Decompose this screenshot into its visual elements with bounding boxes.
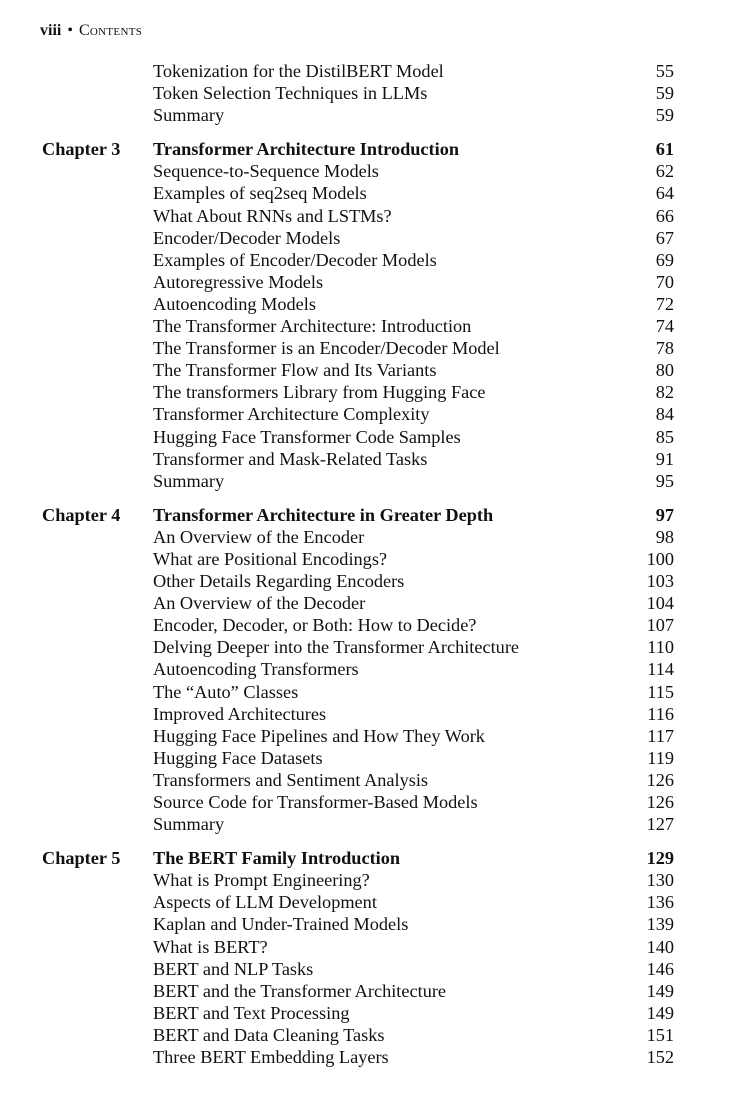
toc-entry-page-number: 119 (647, 747, 674, 768)
toc-entry-page-number: 55 (655, 61, 674, 81)
toc-entry-title: Transformer Architecture Complexity (153, 404, 430, 425)
toc-entry-page-number: 95 (655, 470, 674, 491)
toc-entry-page-number: 149 (646, 1002, 674, 1023)
toc-entry-page-number: 80 (655, 360, 674, 381)
toc-entry-title: Other Details Regarding Encoders (153, 571, 405, 592)
toc-entry-page-number: 59 (655, 105, 674, 126)
header-page-number: viii (40, 22, 62, 39)
toc-entry[interactable] (0, 1024, 751, 1046)
toc-entry[interactable] (0, 548, 751, 570)
toc-entry-page-number: 126 (646, 769, 674, 790)
toc-entry-title: Tokenization for the DistilBERT Model (153, 61, 444, 81)
toc-entry-page-number: 62 (655, 161, 674, 182)
toc-entry-title: An Overview of the Decoder (153, 593, 366, 614)
toc-entry-page-number: 82 (655, 382, 674, 403)
toc-entry-title: Encoder/Decoder Models (153, 227, 341, 248)
toc-entry-page-number: 149 (646, 980, 674, 1001)
toc-entry[interactable] (0, 614, 751, 636)
toc-entry-title: Improved Architectures (153, 703, 327, 724)
toc-entry-page-number: 98 (655, 526, 674, 547)
chapter-heading-row[interactable] (0, 847, 751, 869)
toc-entry-page-number: 116 (647, 703, 674, 724)
toc-entry-page-number: 110 (647, 637, 674, 658)
chapter-label: Chapter 4 (42, 504, 121, 525)
toc-entry-title: What are Positional Encodings? (153, 548, 388, 569)
toc-entry-title: Transformer and Mask-Related Tasks (153, 448, 428, 469)
toc-entry[interactable] (0, 271, 751, 293)
toc-entry-page-number: 67 (655, 227, 674, 248)
toc-entry[interactable] (0, 293, 751, 315)
toc-entry[interactable] (0, 359, 751, 381)
toc-entry-title: BERT and Data Cleaning Tasks (153, 1024, 385, 1045)
toc-entry[interactable] (0, 570, 751, 592)
toc-entry-page-number: 136 (646, 892, 674, 913)
chapter-page-number: 97 (655, 504, 674, 525)
toc-entry-page-number: 104 (646, 593, 674, 614)
toc-entry[interactable] (0, 182, 751, 204)
toc-entry[interactable] (0, 869, 751, 891)
toc-entry-page-number: 103 (646, 571, 674, 592)
toc-entry-title: Examples of seq2seq Models (153, 183, 367, 204)
chapter-heading-row[interactable] (0, 138, 751, 160)
toc-entry[interactable] (0, 1002, 751, 1024)
toc-entry-title: What is Prompt Engineering? (153, 870, 370, 891)
toc-entry-title: Autoencoding Models (153, 293, 316, 314)
chapter-title: The BERT Family Introduction (153, 848, 401, 869)
table-of-contents (0, 60, 751, 1068)
toc-entry[interactable] (0, 958, 751, 980)
toc-entry-title: What About RNNs and LSTMs? (153, 205, 392, 226)
toc-entry[interactable] (0, 658, 751, 680)
toc-entry[interactable] (0, 913, 751, 935)
toc-entry-page-number: 114 (647, 659, 674, 680)
toc-entry-title: Delving Deeper into the Transformer Architecture (153, 637, 520, 658)
toc-entry[interactable] (0, 1046, 751, 1068)
toc-entry[interactable] (0, 60, 751, 82)
chapter-label: Chapter 5 (42, 848, 121, 869)
toc-entry-page-number: 70 (655, 271, 674, 292)
toc-entry[interactable] (0, 448, 751, 470)
toc-entry-title: The Transformer Architecture: Introduction (153, 316, 472, 337)
toc-entry-page-number: 91 (655, 448, 674, 469)
toc-entry-page-number: 72 (655, 293, 674, 314)
chapter-label: Chapter 3 (42, 139, 121, 160)
toc-entry-page-number: 146 (646, 958, 674, 979)
toc-entry[interactable] (0, 337, 751, 359)
toc-entry[interactable] (0, 891, 751, 913)
toc-entry-page-number: 115 (647, 681, 674, 702)
toc-entry[interactable] (0, 82, 751, 104)
toc-entry[interactable] (0, 936, 751, 958)
toc-entry[interactable] (0, 769, 751, 791)
toc-entry[interactable] (0, 681, 751, 703)
toc-entry-title: Kaplan and Under-Trained Models (153, 914, 409, 935)
toc-entry-page-number: 117 (647, 725, 674, 746)
chapter-heading-row[interactable] (0, 504, 751, 526)
chapter-gap (0, 126, 751, 138)
toc-entry-title: BERT and the Transformer Architecture (153, 980, 447, 1001)
toc-entry-title: Aspects of LLM Development (153, 892, 377, 913)
toc-entry-title: An Overview of the Encoder (153, 526, 365, 547)
toc-entry[interactable] (0, 315, 751, 337)
toc-entry-page-number: 140 (646, 936, 674, 957)
toc-entry-title: The Transformer is an Encoder/Decoder Model (153, 338, 500, 359)
toc-entry-title: What is BERT? (153, 936, 268, 957)
toc-entry[interactable] (0, 526, 751, 548)
toc-entry-page-number: 64 (655, 183, 674, 204)
toc-entry-title: BERT and Text Processing (153, 1002, 350, 1023)
chapter-page-number: 129 (646, 848, 674, 869)
toc-entry-page-number: 130 (646, 870, 674, 891)
toc-entry-page-number: 100 (646, 548, 674, 569)
toc-entry-title: Examples of Encoder/Decoder Models (153, 249, 437, 270)
chapter-gap (0, 492, 751, 504)
toc-entry-title: Hugging Face Transformer Code Samples (153, 426, 461, 447)
toc-entry-title: Autoregressive Models (153, 271, 324, 292)
toc-entry-title: The Transformer Flow and Its Variants (153, 360, 437, 381)
toc-entry-title: Summary (153, 105, 225, 126)
toc-entry-title: The “Auto” Classes (153, 681, 299, 702)
toc-entry[interactable] (0, 426, 751, 448)
toc-entry-title: Source Code for Transformer-Based Models (153, 792, 478, 812)
toc-entry[interactable] (0, 813, 751, 835)
toc-entry-page-number: 126 (646, 792, 674, 812)
chapter-title: Transformer Architecture in Greater Depth (153, 504, 494, 525)
toc-entry-title: Hugging Face Datasets (153, 747, 323, 768)
header-separator: • (67, 22, 73, 39)
toc-entry[interactable] (0, 747, 751, 769)
toc-entry-page-number: 127 (646, 814, 674, 835)
toc-entry[interactable] (0, 205, 751, 227)
toc-entry-title: Hugging Face Pipelines and How They Work (153, 725, 485, 746)
toc-entry-title: BERT and NLP Tasks (153, 958, 314, 979)
toc-entry-page-number: 152 (646, 1047, 674, 1068)
toc-entry[interactable] (0, 725, 751, 747)
toc-entry-page-number: 59 (655, 83, 674, 104)
toc-entry-title: Transformers and Sentiment Analysis (153, 769, 429, 790)
toc-entry-title: The transformers Library from Hugging Face (153, 382, 486, 403)
toc-entry-title: Summary (153, 814, 225, 835)
toc-entry[interactable] (0, 980, 751, 1002)
toc-entry-title: Summary (153, 470, 225, 491)
toc-entry-page-number: 66 (655, 205, 674, 226)
chapter-page-number: 61 (655, 139, 674, 160)
running-header (40, 22, 142, 40)
toc-entry[interactable] (0, 636, 751, 658)
toc-entry[interactable] (0, 703, 751, 725)
toc-entry-title: Sequence-to-Sequence Models (153, 161, 379, 182)
toc-entry-page-number: 74 (655, 316, 674, 337)
toc-entry[interactable] (0, 381, 751, 403)
toc-entry-page-number: 107 (646, 615, 674, 636)
toc-entry-title: Encoder, Decoder, or Both: How to Decide? (153, 615, 477, 636)
chapter-title: Transformer Architecture Introduction (153, 139, 460, 160)
toc-entry[interactable] (0, 104, 751, 126)
toc-entry-page-number: 139 (646, 914, 674, 935)
toc-entry[interactable] (0, 791, 751, 813)
toc-entry[interactable] (0, 592, 751, 614)
toc-entry-page-number: 69 (655, 249, 674, 270)
toc-entry[interactable] (0, 227, 751, 249)
toc-entry[interactable] (0, 160, 751, 182)
toc-entry-title: Three BERT Embedding Layers (153, 1047, 389, 1068)
toc-entry[interactable] (0, 403, 751, 425)
toc-entry[interactable] (0, 470, 751, 492)
chapter-gap (0, 835, 751, 847)
toc-entry-page-number: 151 (646, 1024, 674, 1045)
header-title: Contents (78, 22, 143, 39)
toc-entry-page-number: 85 (655, 426, 674, 447)
toc-entry-page-number: 78 (655, 338, 674, 359)
toc-entry[interactable] (0, 249, 751, 271)
toc-entry-title: Autoencoding Transformers (153, 659, 359, 680)
toc-entry-title: Token Selection Techniques in LLMs (153, 83, 428, 104)
toc-entry-page-number: 84 (655, 404, 674, 425)
